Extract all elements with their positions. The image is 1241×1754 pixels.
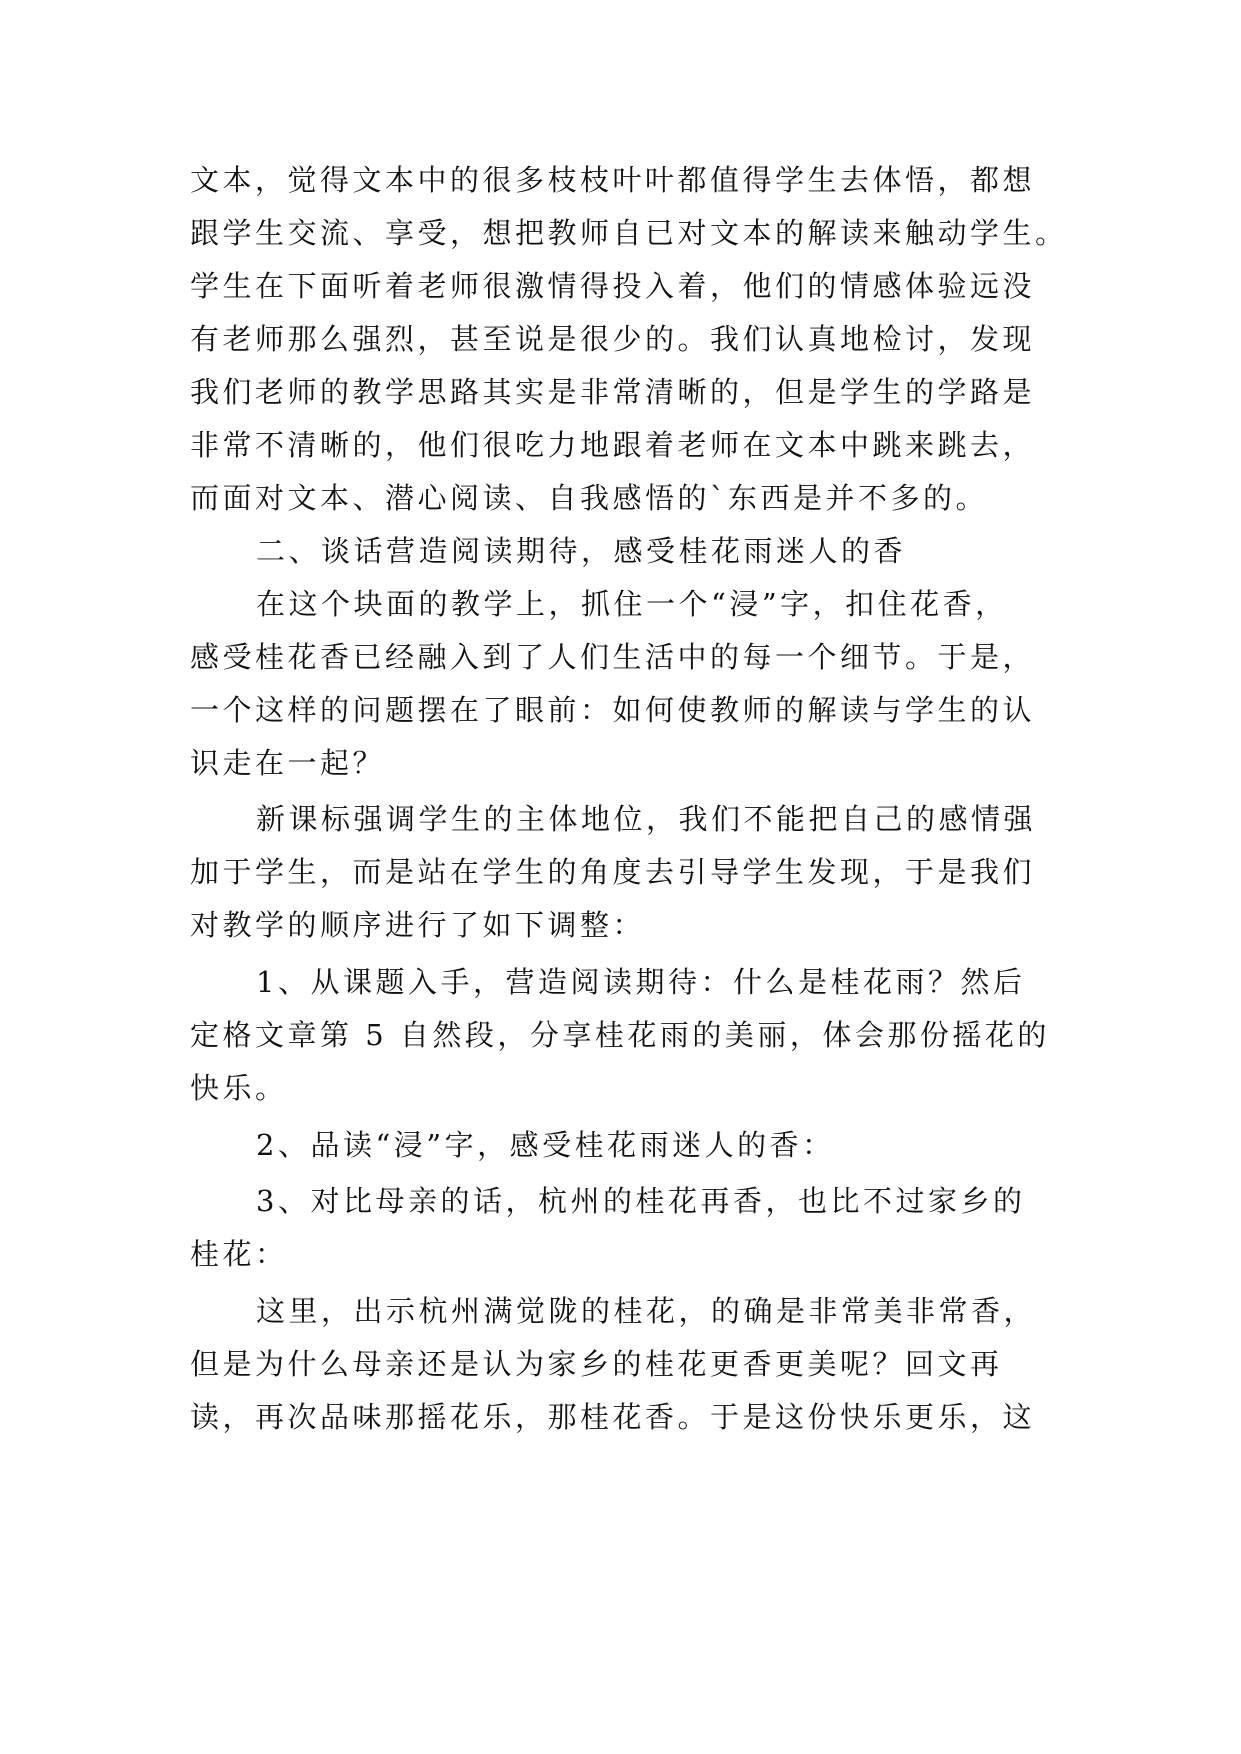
text-line: 桂花：	[190, 1237, 288, 1271]
text-line: 新课标强调学生的主体地位，我们不能把自己的感情强	[256, 802, 1037, 836]
list-item-line: 2、品读“浸”字，感受桂花雨迷人的香：	[256, 1128, 835, 1162]
text-line: 而面对文本、潜心阅读、自我感悟的`东西是并不多的。	[190, 481, 989, 515]
text-line: 感受桂花香已经融入到了人们生活中的每一个细节。于是，	[190, 640, 1036, 674]
text-line: 我们老师的教学思路其实是非常清晰的，但是学生的学路是	[190, 375, 1036, 409]
text-line: 这里，出示杭州满觉陇的桂花，的确是非常美非常香，	[256, 1294, 1037, 1328]
text-line: 加于学生，而是站在学生的角度去引导学生发现，于是我们	[190, 855, 1036, 889]
text-line: 一个这样的问题摆在了眼前：如何使教师的解读与学生的认	[190, 693, 1036, 727]
text-line: 对教学的顺序进行了如下调整：	[190, 908, 646, 942]
text-line: 非常不清晰的，他们很吃力地跟着老师在文本中跳来跳去，	[190, 428, 1036, 462]
text-line: 读，再次品味那摇花乐，那桂花香。于是这份快乐更乐，这	[190, 1400, 1036, 1434]
text-line: 但是为什么母亲还是认为家乡的桂花更香更美呢？回文再	[190, 1347, 1003, 1381]
text-line: 文本，觉得文本中的很多枝枝叶叶都值得学生去体悟，都想	[190, 163, 1036, 197]
text-line: 识走在一起？	[190, 746, 386, 780]
list-item-line: 3、对比母亲的话，杭州的桂花再香，也比不过家乡的	[256, 1184, 1026, 1218]
text-line: 定格文章第 5 自然段，分享桂花雨的美丽，体会那份摇花的	[190, 1018, 1050, 1052]
text-line: 学生在下面听着老师很激情得投入着，他们的情感体验远没	[190, 269, 1036, 303]
text-line: 有老师那么强烈，甚至说是很少的。我们认真地检讨，发现	[190, 322, 1036, 356]
text-line: 跟学生交流、享受，想把教师自已对文本的解读来触动学生。	[190, 216, 1068, 250]
text-line: 快乐。	[190, 1071, 288, 1105]
section-heading: 二、谈话营造阅读期待，感受桂花雨迷人的香	[256, 534, 907, 568]
text-line: 在这个块面的教学上，抓住一个“浸”字，扣住花香，	[256, 587, 1008, 621]
list-item-line: 1、从课题入手，营造阅读期待：什么是桂花雨？然后	[256, 965, 1026, 999]
